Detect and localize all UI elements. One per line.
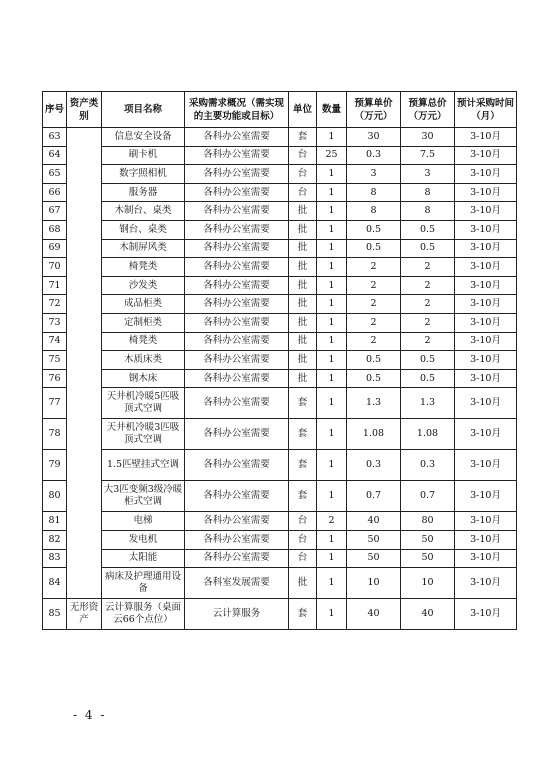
- row-number: 70: [43, 258, 67, 277]
- row-number: 63: [43, 128, 67, 147]
- purchase-time: 3-10月: [455, 512, 517, 531]
- item-name: 成品柜类: [102, 295, 185, 314]
- total-price: 80: [401, 512, 455, 531]
- quantity: 1: [317, 239, 347, 258]
- row-number: 75: [43, 351, 67, 370]
- quantity: 1: [317, 599, 347, 630]
- table-header-row: [43, 92, 517, 128]
- unit: 批: [289, 295, 317, 314]
- purchase-time: 3-10月: [455, 202, 517, 221]
- unit-price: 8: [347, 183, 401, 202]
- item-name: 服务器: [102, 183, 185, 202]
- quantity: 1: [317, 351, 347, 370]
- requirement: 云计算服务: [185, 599, 289, 630]
- unit: 批: [289, 351, 317, 370]
- header-cell: 资产类别: [67, 92, 102, 128]
- table-row: [43, 549, 517, 568]
- unit-price: 8: [347, 202, 401, 221]
- total-price: 30: [401, 128, 455, 147]
- requirement: 各科办公室需要: [185, 549, 289, 568]
- table-row: [43, 220, 517, 239]
- total-price: 40: [401, 599, 455, 630]
- unit-price: 0.5: [347, 351, 401, 370]
- row-number: 72: [43, 295, 67, 314]
- requirement: 各科办公室需要: [185, 202, 289, 221]
- quantity: 1: [317, 165, 347, 184]
- requirement: 各科办公室需要: [185, 419, 289, 450]
- row-number: 74: [43, 332, 67, 351]
- unit: 批: [289, 239, 317, 258]
- requirement: 各科办公室需要: [185, 313, 289, 332]
- table-body: [43, 128, 517, 630]
- total-price: 0.5: [401, 239, 455, 258]
- unit: 台: [289, 549, 317, 568]
- requirement: 各科室发展需要: [185, 568, 289, 599]
- requirement: 各科办公室需要: [185, 146, 289, 165]
- unit-price: 1.3: [347, 388, 401, 419]
- table-row: [43, 481, 517, 512]
- total-price: 8: [401, 202, 455, 221]
- total-price: 0.5: [401, 351, 455, 370]
- unit: 批: [289, 568, 317, 599]
- table-row: [43, 599, 517, 630]
- unit-price: 0.5: [347, 369, 401, 388]
- purchase-time: 3-10月: [455, 258, 517, 277]
- unit: 套: [289, 388, 317, 419]
- unit-price: 0.5: [347, 220, 401, 239]
- requirement: 各科办公室需要: [185, 481, 289, 512]
- unit-price: 0.5: [347, 239, 401, 258]
- unit: 批: [289, 313, 317, 332]
- row-number: 83: [43, 549, 67, 568]
- unit: 台: [289, 512, 317, 531]
- total-price: 7.5: [401, 146, 455, 165]
- row-number: 78: [43, 419, 67, 450]
- row-number: 81: [43, 512, 67, 531]
- quantity: 1: [317, 568, 347, 599]
- requirement: 各科办公室需要: [185, 332, 289, 351]
- table-row: [43, 530, 517, 549]
- unit: 套: [289, 419, 317, 450]
- total-price: 8: [401, 183, 455, 202]
- header-cell: 项目名称: [102, 92, 185, 128]
- header-cell: 采购需求概况（需实现的主要功能或目标）: [185, 92, 289, 128]
- table-row: [43, 512, 517, 531]
- unit-price: 0.3: [347, 146, 401, 165]
- category-cell: [67, 128, 102, 599]
- total-price: 3: [401, 165, 455, 184]
- row-number: 82: [43, 530, 67, 549]
- item-name: 太阳能: [102, 549, 185, 568]
- row-number: 77: [43, 388, 67, 419]
- item-name: 木制台、桌类: [102, 202, 185, 221]
- quantity: 1: [317, 276, 347, 295]
- table-row: [43, 313, 517, 332]
- table-row: [43, 351, 517, 370]
- category-cell: 无形资产: [67, 599, 102, 630]
- page-number: - 4 -: [73, 708, 107, 722]
- requirement: 各科办公室需要: [185, 165, 289, 184]
- requirement: 各科办公室需要: [185, 388, 289, 419]
- purchase-time: 3-10月: [455, 276, 517, 295]
- header-cell: 序号: [43, 92, 67, 128]
- table-row: [43, 568, 517, 599]
- quantity: 1: [317, 202, 347, 221]
- row-number: 80: [43, 481, 67, 512]
- requirement: 各科办公室需要: [185, 183, 289, 202]
- table-row: [43, 276, 517, 295]
- unit-price: 50: [347, 549, 401, 568]
- table-row: [43, 388, 517, 419]
- unit-price: 2: [347, 276, 401, 295]
- quantity: 1: [317, 258, 347, 277]
- total-price: 2: [401, 276, 455, 295]
- total-price: 0.7: [401, 481, 455, 512]
- purchase-time: 3-10月: [455, 351, 517, 370]
- quantity: 1: [317, 419, 347, 450]
- purchase-time: 3-10月: [455, 599, 517, 630]
- header-cell: 预算总价（万元）: [401, 92, 455, 128]
- purchase-time: 3-10月: [455, 183, 517, 202]
- unit-price: 2: [347, 332, 401, 351]
- unit: 批: [289, 202, 317, 221]
- total-price: 2: [401, 295, 455, 314]
- purchase-time: 3-10月: [455, 128, 517, 147]
- requirement: 各科办公室需要: [185, 369, 289, 388]
- unit: 台: [289, 146, 317, 165]
- unit-price: 2: [347, 313, 401, 332]
- purchase-time: 3-10月: [455, 388, 517, 419]
- quantity: 1: [317, 369, 347, 388]
- table-row: [43, 146, 517, 165]
- purchase-time: 3-10月: [455, 313, 517, 332]
- unit: 台: [289, 530, 317, 549]
- item-name: 数字照相机: [102, 165, 185, 184]
- item-name: 木制屏风类: [102, 239, 185, 258]
- row-number: 65: [43, 165, 67, 184]
- item-name: 发电机: [102, 530, 185, 549]
- quantity: 1: [317, 388, 347, 419]
- row-number: 67: [43, 202, 67, 221]
- requirement: 各科办公室需要: [185, 239, 289, 258]
- unit: 批: [289, 258, 317, 277]
- total-price: 0.5: [401, 369, 455, 388]
- requirement: 各科办公室需要: [185, 276, 289, 295]
- quantity: 1: [317, 332, 347, 351]
- table-row: [43, 128, 517, 147]
- purchase-time: 3-10月: [455, 568, 517, 599]
- row-number: 76: [43, 369, 67, 388]
- row-number: 64: [43, 146, 67, 165]
- procurement-table: [42, 91, 517, 630]
- requirement: 各科办公室需要: [185, 220, 289, 239]
- item-name: 病床及护理通用设备: [102, 568, 185, 599]
- unit: 套: [289, 481, 317, 512]
- item-name: 定制柜类: [102, 313, 185, 332]
- quantity: 1: [317, 481, 347, 512]
- row-number: 85: [43, 599, 67, 630]
- table-row: [43, 295, 517, 314]
- row-number: 68: [43, 220, 67, 239]
- item-name: 大3匹变频3级冷暖柜式空调: [102, 481, 185, 512]
- requirement: 各科办公室需要: [185, 128, 289, 147]
- purchase-time: 3-10月: [455, 419, 517, 450]
- total-price: 0.3: [401, 450, 455, 481]
- total-price: 0.5: [401, 220, 455, 239]
- item-name: 云计算服务（桌面云66个点位）: [102, 599, 185, 630]
- requirement: 各科办公室需要: [185, 351, 289, 370]
- row-number: 71: [43, 276, 67, 295]
- item-name: 1.5匹壁挂式空调: [102, 450, 185, 481]
- total-price: 10: [401, 568, 455, 599]
- quantity: 1: [317, 530, 347, 549]
- unit-price: 3: [347, 165, 401, 184]
- purchase-time: 3-10月: [455, 450, 517, 481]
- unit-price: 2: [347, 258, 401, 277]
- table-row: [43, 332, 517, 351]
- item-name: 天井机冷暖3匹吸顶式空调: [102, 419, 185, 450]
- unit-price: 0.3: [347, 450, 401, 481]
- item-name: 钢木床: [102, 369, 185, 388]
- total-price: 50: [401, 549, 455, 568]
- table-row: [43, 419, 517, 450]
- row-number: 73: [43, 313, 67, 332]
- unit: 套: [289, 599, 317, 630]
- purchase-time: 3-10月: [455, 481, 517, 512]
- quantity: 1: [317, 313, 347, 332]
- item-name: 沙发类: [102, 276, 185, 295]
- unit: 批: [289, 332, 317, 351]
- total-price: 1.08: [401, 419, 455, 450]
- item-name: 椅凳类: [102, 258, 185, 277]
- header-cell: 数量: [317, 92, 347, 128]
- unit-price: 1.08: [347, 419, 401, 450]
- item-name: 钢台、桌类: [102, 220, 185, 239]
- total-price: 2: [401, 258, 455, 277]
- quantity: 2: [317, 512, 347, 531]
- requirement: 各科办公室需要: [185, 295, 289, 314]
- header-cell: 预算单价（万元）: [347, 92, 401, 128]
- table-row: [43, 369, 517, 388]
- purchase-time: 3-10月: [455, 332, 517, 351]
- requirement: 各科办公室需要: [185, 530, 289, 549]
- unit: 套: [289, 450, 317, 481]
- row-number: 79: [43, 450, 67, 481]
- unit: 台: [289, 183, 317, 202]
- unit-price: 2: [347, 295, 401, 314]
- unit: 台: [289, 165, 317, 184]
- unit-price: 0.7: [347, 481, 401, 512]
- quantity: 25: [317, 146, 347, 165]
- item-name: 信息安全设备: [102, 128, 185, 147]
- unit: 批: [289, 369, 317, 388]
- item-name: 天井机冷暖5匹吸顶式空调: [102, 388, 185, 419]
- quantity: 1: [317, 295, 347, 314]
- requirement: 各科办公室需要: [185, 512, 289, 531]
- table-row: [43, 258, 517, 277]
- item-name: 刷卡机: [102, 146, 185, 165]
- total-price: 2: [401, 332, 455, 351]
- unit: 批: [289, 276, 317, 295]
- purchase-time: 3-10月: [455, 530, 517, 549]
- purchase-time: 3-10月: [455, 369, 517, 388]
- purchase-time: 3-10月: [455, 165, 517, 184]
- purchase-time: 3-10月: [455, 549, 517, 568]
- row-number: 66: [43, 183, 67, 202]
- item-name: 木质床类: [102, 351, 185, 370]
- table-row: [43, 183, 517, 202]
- purchase-time: 3-10月: [455, 146, 517, 165]
- row-number: 84: [43, 568, 67, 599]
- table-row: [43, 202, 517, 221]
- unit: 批: [289, 220, 317, 239]
- table-row: [43, 165, 517, 184]
- unit-price: 30: [347, 128, 401, 147]
- unit-price: 40: [347, 599, 401, 630]
- header-cell: 单位: [289, 92, 317, 128]
- row-number: 69: [43, 239, 67, 258]
- quantity: 1: [317, 128, 347, 147]
- total-price: 50: [401, 530, 455, 549]
- requirement: 各科办公室需要: [185, 258, 289, 277]
- unit: 套: [289, 128, 317, 147]
- purchase-time: 3-10月: [455, 295, 517, 314]
- quantity: 1: [317, 450, 347, 481]
- quantity: 1: [317, 549, 347, 568]
- total-price: 1.3: [401, 388, 455, 419]
- purchase-time: 3-10月: [455, 239, 517, 258]
- purchase-time: 3-10月: [455, 220, 517, 239]
- item-name: 电梯: [102, 512, 185, 531]
- item-name: 椅凳类: [102, 332, 185, 351]
- requirement: 各科办公室需要: [185, 450, 289, 481]
- total-price: 2: [401, 313, 455, 332]
- unit-price: 50: [347, 530, 401, 549]
- table-row: [43, 239, 517, 258]
- quantity: 1: [317, 220, 347, 239]
- unit-price: 40: [347, 512, 401, 531]
- table-row: [43, 450, 517, 481]
- unit-price: 10: [347, 568, 401, 599]
- quantity: 1: [317, 183, 347, 202]
- header-cell: 预计采购时间（月）: [455, 92, 517, 128]
